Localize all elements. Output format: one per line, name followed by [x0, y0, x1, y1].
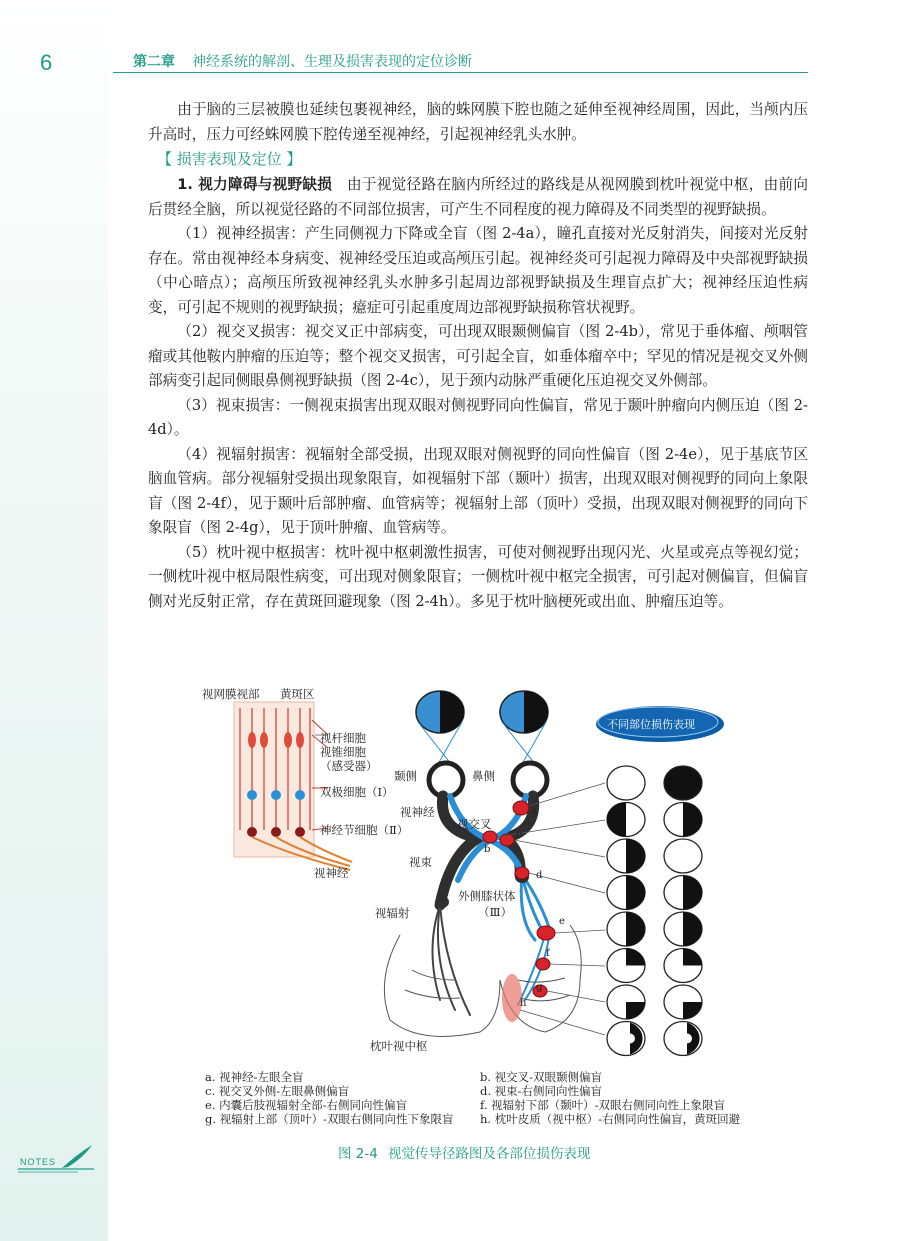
- legend-c: c. 视交叉外侧-左眼鼻侧偏盲: [205, 1084, 350, 1098]
- lesion-e: [537, 926, 555, 940]
- visual-field-right-4: [664, 912, 702, 946]
- chapter-title: 神经系统的解剖、生理及损害表现的定位诊断: [192, 54, 472, 70]
- letter-c: c: [516, 830, 522, 841]
- svg-text:NOTES: NOTES: [20, 1157, 57, 1167]
- legend-f: f. 视辐射下部（颞叶）-双眼右侧同向性上象限盲: [480, 1098, 726, 1112]
- letter-d: d: [536, 870, 543, 881]
- visual-field-right-2: [664, 839, 702, 873]
- figure-2-4: [200, 680, 760, 1065]
- label-chiasm: 视交叉: [457, 817, 492, 831]
- label-cone-cells: 视锥细胞: [320, 745, 366, 759]
- label-temporal-side: 颞侧: [394, 769, 417, 783]
- letter-f: f: [546, 948, 550, 959]
- label-lgn: 外侧膝状体: [458, 889, 516, 903]
- legend-b: b. 视交叉-双眼颞侧偏盲: [480, 1070, 603, 1084]
- left-visual-field: [416, 691, 464, 733]
- visual-field-left-4: [607, 912, 645, 946]
- paragraph-5: （5）枕叶视中枢损害：枕叶视中枢刺激性损害，可使对侧视野出现闪光、火星或亮点等视幻觉；一侧枕叶视中枢局限性病变，可出现对侧象限盲；一侧枕叶视中枢完全损害，可引起对侧偏盲，但偏盲侧对光反射正常，存在黄斑回避现象（图 2-4h）。多见于枕叶脑梗死或出血、肿瘤压迫等。: [148, 543, 808, 610]
- legend-a: a. 视神经-左眼全盲: [205, 1070, 304, 1084]
- label-optic-tract: 视束: [409, 855, 432, 869]
- chapter-label: 第二章: [133, 54, 175, 70]
- lesion-f: [536, 958, 550, 970]
- visual-field-left-7: [607, 1022, 645, 1056]
- visual-field-left-1: [607, 803, 645, 837]
- lesion-d: [515, 867, 529, 879]
- label-lgn-num: （Ⅲ）: [478, 905, 513, 919]
- intro-paragraph: 由于脑的三层被膜也延续包裹视神经，脑的蛛网膜下腔也随之延伸至视神经周围，因此，当颅内压升高时，压力可经蛛网膜下腔传递至视神经，引起视神经乳头水肿。: [148, 101, 808, 143]
- lesion-b: [483, 831, 497, 843]
- letter-h: h: [520, 998, 527, 1009]
- field-panels: [607, 766, 702, 1056]
- visual-field-right-6: [664, 985, 702, 1019]
- legend-h: h. 枕叶皮质（视中枢）-右侧同向性偏盲，黄斑回避: [480, 1112, 741, 1126]
- label-receptors: （感受器）: [320, 759, 378, 773]
- visual-field-left-2: [607, 839, 645, 873]
- paragraph-4: （4）视辐射损害：视辐射全部受损，出现双眼对侧视野的同向性偏盲（图 2-4e），见于基底节区脑血管病。部分视辐射受损出现象限盲，如视辐射下部（颞叶）损害，出现双眼对侧视野的同向上象限盲（图 2-4f），见于颞叶后部肿瘤、血管病等；视辐射上部（顶叶）受损，出现双眼对侧视野的同向下象限盲（图 2-4g），见于顶叶肿瘤、血管病等。: [148, 445, 808, 536]
- visual-field-left-6: [607, 985, 645, 1019]
- visual-field-left-3: [607, 876, 645, 910]
- label-occipital: 枕叶视中枢: [370, 1039, 428, 1053]
- figure-caption: [338, 1142, 590, 1162]
- page-sidebar: [0, 0, 108, 1241]
- label-ganglion: 神经节细胞（Ⅱ）: [320, 823, 409, 837]
- page-number: 6: [40, 50, 53, 75]
- item-1-text: 由于视觉径路在脑内所经过的路线是从视网膜到枕叶视觉中枢，由前向后贯经全脑，所以视觉径路的不同部位损害，可产生不同程度的视力障碍及不同类型的视野缺损。: [148, 176, 808, 218]
- visual-field-right-3: [664, 876, 702, 910]
- label-optic-nerve: 视神经: [400, 805, 435, 819]
- visual-field-right-1: [664, 803, 702, 837]
- label-optic-nerve-inset: 视神经: [314, 866, 349, 880]
- figure-title: 视觉传导径路图及各部位损伤表现: [387, 1146, 591, 1162]
- label-rod-cells: 视杆细胞: [320, 731, 366, 745]
- paragraph-3: （3）视束损害：一侧视束损害出现双眼对侧视野同向性偏盲，常见于颞叶肿瘤向内侧压迫（图 2-4d）。: [148, 396, 808, 438]
- visual-field-right-7: [664, 1022, 702, 1056]
- paragraph-2: （2）视交叉损害：视交叉正中部病变，可出现双眼颞侧偏盲（图 2-4b），常见于垂体瘤、颅咽管瘤或其他鞍内肿瘤的压迫等；整个视交叉损害，可引起全盲，如垂体瘤卒中；罕见的情况是视交叉外侧部病变引起同侧眼鼻侧视野缺损（图 2-4c），见于颈内动脉严重硬化压迫视交叉外侧部。: [148, 323, 808, 389]
- visual-field-right-0: [664, 766, 702, 800]
- legend-d: d. 视束-右侧同向性偏盲: [480, 1084, 603, 1098]
- item-1-title: 1. 视力障碍与视野缺损: [177, 176, 333, 193]
- legend-e: e. 内囊后肢视辐射全部-右侧同向性偏盲: [205, 1098, 408, 1112]
- right-visual-field: [500, 691, 548, 733]
- publisher-logo: [18, 1143, 94, 1177]
- visual-pathway-diagram: [200, 680, 760, 1065]
- section-heading: 【 损害表现及定位 】: [157, 150, 302, 168]
- lesion-a: [513, 801, 529, 815]
- label-macula: 黄斑区: [280, 687, 315, 701]
- visual-field-right-5: [664, 949, 702, 983]
- visual-field-left-5: [607, 949, 645, 983]
- legend-g: g. 视辐射上部（顶叶）-双眼右侧同向性下象限盲: [205, 1112, 454, 1126]
- header-rule: [113, 72, 808, 73]
- body-text: [148, 98, 808, 614]
- item-1-paragraph: [148, 173, 808, 222]
- label-retina: 视网膜视部: [202, 687, 260, 701]
- label-nasal-side: 鼻侧: [472, 769, 495, 783]
- letter-b: b: [484, 844, 491, 855]
- letter-a: a: [531, 806, 537, 817]
- letter-g: g: [536, 982, 543, 993]
- visual-field-left-0: [607, 766, 645, 800]
- figure-number: 图 2-4: [338, 1146, 378, 1162]
- label-bipolar: 双极细胞（Ⅰ）: [320, 785, 394, 799]
- badge-text: 不同部位损伤表现: [607, 718, 695, 731]
- letter-e: e: [559, 916, 565, 927]
- paragraph-1: （1）视神经损害：产生同侧视力下降或全盲（图 2-4a），瞳孔直接对光反射消失，间接对光反射存在。常由视神经本身病变、视神经受压迫或高颅压引起。视神经炎可引起视力障碍及中央部视野缺损（中心暗点）；高颅压所致视神经乳头水肿多引起周边部视野缺损及生理盲点扩大；视神经压迫性病变，可引起不规则的视野缺损；癔症可引起重度周边部视野缺损称管状视野。: [148, 225, 808, 316]
- label-radiation: 视辐射: [375, 906, 410, 920]
